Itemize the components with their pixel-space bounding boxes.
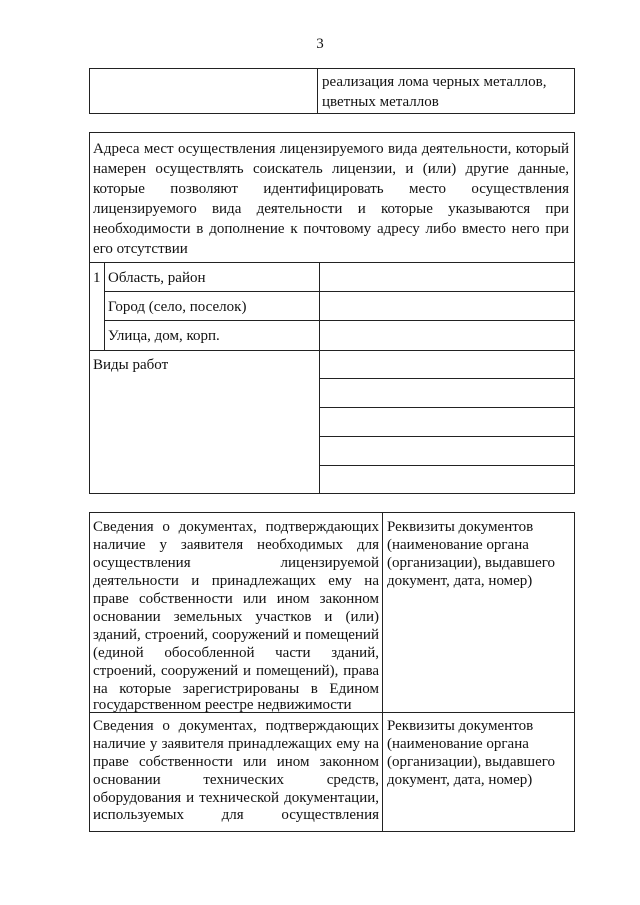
doc2-right-line-1: Реквизиты документов (387, 718, 534, 734)
address-header-line-3: которые позволяют идентифицировать место осуществления (93, 181, 569, 197)
address-header-separator (89, 262, 575, 263)
doc2-left-line-1: Сведения о документах, подтверждающих (93, 718, 379, 734)
address-number-divider (104, 262, 105, 350)
doc1-left-line-7: зданий, строений, сооружений и помещений (93, 627, 379, 643)
doc2-right-line-4: документ, дата, номер) (387, 772, 533, 788)
doc2-right-line-3: (организации), выдавшего (387, 754, 556, 770)
doc1-left-line-8: (единой обособленной части зданий, (93, 645, 379, 661)
doc1-left-line-5: праве собственности или ином законном (93, 591, 379, 607)
address-header-line-5: необходимости в дополнение к почтовому адресу либо вместо него при (93, 221, 569, 237)
work-types-line-2 (319, 407, 575, 408)
doc2-right-line-2: (наименование органа (387, 736, 529, 752)
doc1-right-line-2: (наименование органа (387, 537, 529, 553)
address-row-number: 1 (93, 270, 101, 286)
top-table-divider (317, 68, 318, 114)
doc1-right-line-4: документ, дата, номер) (387, 573, 533, 589)
doc1-right-line-1: Реквизиты документов (387, 519, 534, 535)
address-header-line-6: его отсутствии (93, 241, 188, 257)
address-row-region: Область, район (108, 270, 206, 286)
address-row-separator-3 (89, 350, 575, 351)
address-row-city: Город (село, поселок) (108, 299, 247, 315)
doc1-left-line-6: основании земельных участков и (или) (93, 609, 379, 625)
doc1-left-line-2: наличие у заявителя необходимых для (93, 537, 379, 553)
top-table-right-line-1: реализация лома черных металлов, (322, 74, 547, 90)
address-header-line-2: намерен осуществлять соискатель лицензии, и (или) другие данные, (93, 161, 569, 177)
work-types-line-4 (319, 465, 575, 466)
doc1-left-line-1: Сведения о документах, подтверждающих (93, 519, 379, 535)
work-types-line-1 (319, 378, 575, 379)
documents-column-divider (382, 512, 383, 832)
doc2-left-line-4: основании технических средств, (93, 772, 379, 788)
doc1-left-line-3: осуществления лицензируемой (93, 555, 379, 571)
work-types-label: Виды работ (93, 357, 169, 373)
address-header-line-4: лицензируемого вида деятельности и которые указываются при (93, 201, 569, 217)
address-row-separator-1 (104, 291, 575, 292)
doc1-left-line-11: государственном реестре недвижимости (93, 697, 352, 713)
doc2-left-line-6: используемых для осуществления (93, 807, 379, 823)
doc1-left-line-10: на которые зарегистрированы в Едином (93, 681, 379, 697)
page-number: 3 (316, 36, 324, 52)
address-row-separator-2 (104, 320, 575, 321)
work-types-line-3 (319, 436, 575, 437)
address-header-line-1: Адреса мест осуществления лицензируемого вида деятельности, который (93, 141, 569, 157)
doc1-right-line-3: (организации), выдавшего (387, 555, 556, 571)
doc1-left-line-4: деятельности и принадлежащих ему на (93, 573, 379, 589)
doc2-left-line-5: оборудования и технической документации, (93, 790, 379, 806)
doc2-left-line-3: праве собственности или ином законном (93, 754, 379, 770)
address-row-street: Улица, дом, корп. (108, 328, 220, 344)
doc2-left-line-2: наличие у заявителя принадлежащих ему на (93, 736, 379, 752)
top-table-right-line-2: цветных металлов (322, 94, 439, 110)
doc1-left-line-9: строений, сооружений и помещений), права (93, 663, 379, 679)
